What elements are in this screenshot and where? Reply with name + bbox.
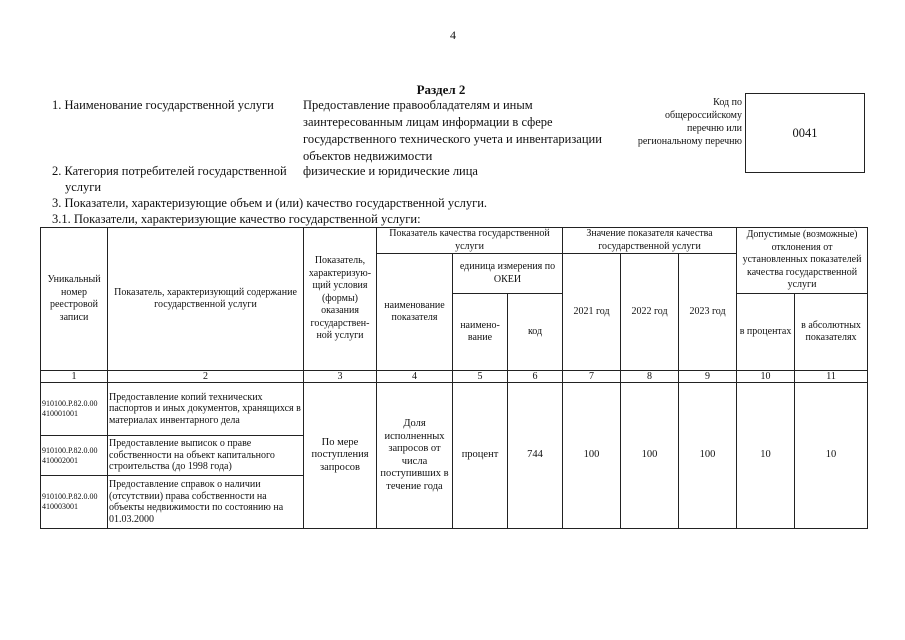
page-number: 4 [450, 28, 456, 42]
header-condition-indicator: Показатель, характеризую- щий условия (формы) оказания государствен- ной услуги [304, 228, 377, 371]
header-unique-number: Уникальный номер реестровой записи [41, 228, 108, 371]
header-okei-code: код [508, 294, 563, 371]
cell-indicator-name: Доля исполненных запросов от числа поступивших в течение года [377, 383, 453, 529]
code-label-line: Код по [713, 97, 742, 108]
row-content: Предоставление копий технических паспортов и иных документов, хранящихся в материалах инвентарного дела [108, 383, 304, 436]
column-number: 5 [453, 371, 508, 383]
column-number: 7 [563, 371, 621, 383]
code-value-box: 0041 [745, 93, 865, 173]
section-title: Раздел 2 [416, 82, 466, 97]
item1-value-line: объектов недвижимости [303, 149, 433, 163]
header-deviation-absolute: в абсолютных показателях [795, 294, 868, 371]
cell-code: 744 [508, 383, 563, 529]
cell-value-2022: 100 [621, 383, 679, 529]
row-id: 910100.Р.82.0.00 410003001 [41, 476, 108, 529]
column-numbers-row [41, 371, 868, 383]
header-year-2023: 2023 год [679, 254, 737, 371]
column-number: 6 [508, 371, 563, 383]
code-label [610, 96, 742, 148]
row-content: Предоставление справок о наличии (отсутствии) права собственности на объекты недвижимости по состоянию на 01.03.2000 [108, 476, 304, 529]
header-content-indicator: Показатель, характеризующий содержание государственной услуги [108, 228, 304, 371]
column-number: 2 [108, 371, 304, 383]
item1-label: 1. Наименование государственной услуги [52, 98, 274, 112]
code-label-line: региональному перечню [637, 136, 742, 147]
cell-condition: По мере поступления запросов [304, 383, 377, 529]
item1-value-line: Предоставление правообладателям и иным [303, 98, 533, 112]
column-number: 8 [621, 371, 679, 383]
header-quality-group: Показатель качества государственной услуги [377, 228, 563, 254]
row-id: 910100.Р.82.0.00 410001001 [41, 383, 108, 436]
column-number: 10 [737, 371, 795, 383]
column-number: 1 [41, 371, 108, 383]
header-year-2022: 2022 год [621, 254, 679, 371]
code-label-line: общероссийскому [665, 110, 742, 121]
cell-value-2021: 100 [563, 383, 621, 529]
item2-label-cont: услуги [65, 180, 102, 194]
item2-label: 2. Категория потребителей государственной [52, 164, 287, 178]
row-content: Предоставление выписок о праве собственности на объект капитального строительства (до 1998 года) [108, 436, 304, 476]
cell-unit: процент [453, 383, 508, 529]
header-deviation-percent: в процентах [737, 294, 795, 371]
item31-text: 3.1. Показатели, характеризующие качество государственной услуги: [52, 212, 421, 226]
row-id: 910100.Р.82.0.00 410002001 [41, 436, 108, 476]
item3-text: 3. Показатели, характеризующие объем и (или) качество государственной услуги. [52, 196, 488, 210]
header-indicator-name: наименование показателя [377, 254, 453, 371]
header-value-group: Значение показателя качества государственной услуги [563, 228, 737, 254]
table-row [41, 383, 868, 436]
item2-value: физические и юридические лица [303, 164, 478, 178]
item1-value [303, 97, 602, 165]
item1-value-line: государственного технического учета и инвентаризации [303, 132, 602, 146]
cell-deviation-absolute: 10 [795, 383, 868, 529]
cell-deviation-percent: 10 [737, 383, 795, 529]
header-year-2021: 2021 год [563, 254, 621, 371]
column-number: 11 [795, 371, 868, 383]
column-number: 4 [377, 371, 453, 383]
item1-value-line: заинтересованным лицам информации в сфере [303, 115, 553, 129]
code-label-line: перечню или [686, 123, 742, 134]
column-number: 3 [304, 371, 377, 383]
header-okei-name: наимено- вание [453, 294, 508, 371]
quality-indicators-table [40, 227, 868, 529]
cell-value-2023: 100 [679, 383, 737, 529]
column-number: 9 [679, 371, 737, 383]
header-deviation-group: Допустимые (возможные) отклонения от установленных показателей качества государственной услуги [737, 228, 868, 294]
header-okei-group: единица измерения по ОКЕИ [453, 254, 563, 294]
